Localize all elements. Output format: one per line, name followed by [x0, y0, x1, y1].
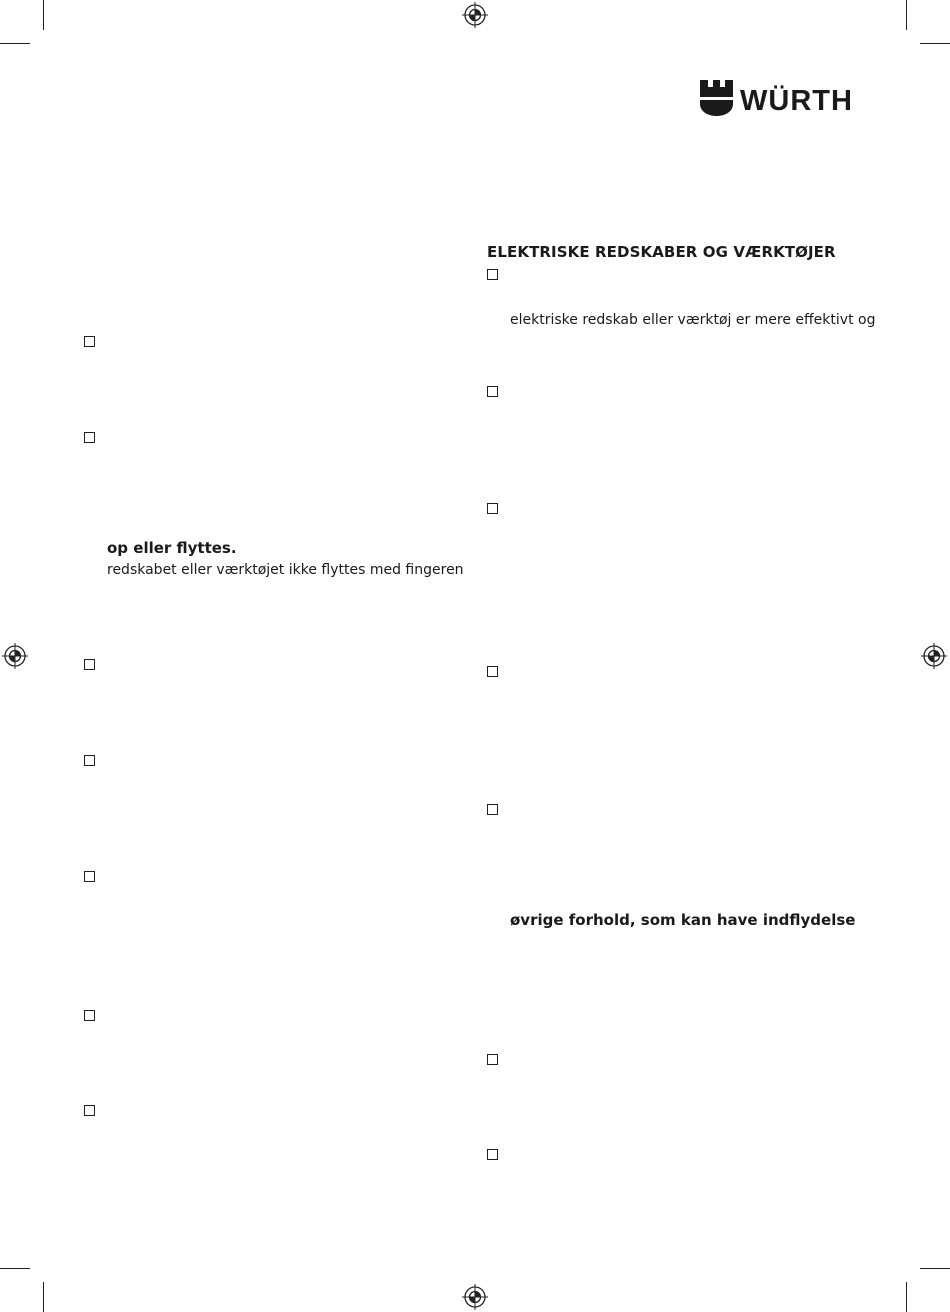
- wurth-tower-logo-icon: [700, 80, 733, 116]
- crop-mark-top-left-horizontal: [0, 43, 30, 44]
- crop-mark-top-right-vertical: [906, 0, 907, 30]
- checkbox-bullet: [84, 871, 95, 882]
- wurth-logo: [700, 80, 868, 118]
- crop-mark-bottom-right-vertical: [906, 1282, 907, 1312]
- right-body-line: elektriske redskab eller værktøj er mere effektivt og: [510, 312, 876, 328]
- registration-mark-icon: [921, 643, 947, 669]
- checkbox-bullet: [84, 432, 95, 443]
- registration-mark-icon: [462, 2, 488, 28]
- checkbox-bullet: [487, 386, 498, 397]
- checkbox-bullet: [84, 1010, 95, 1021]
- left-body-line: redskabet eller værktøjet ikke flyttes med fingeren: [107, 562, 464, 578]
- checkbox-bullet: [84, 755, 95, 766]
- checkbox-bullet: [84, 336, 95, 347]
- right-bold-line: øvrige forhold, som kan have indflydelse: [510, 911, 856, 929]
- section-heading: ELEKTRISKE REDSKABER OG VÆRKTØJER: [487, 243, 836, 261]
- registration-mark-icon: [462, 1284, 488, 1310]
- crop-mark-top-right-horizontal: [920, 43, 950, 44]
- crop-mark-bottom-left-horizontal: [0, 1268, 30, 1269]
- checkbox-bullet: [487, 666, 498, 677]
- checkbox-bullet: [487, 1149, 498, 1160]
- left-bold-line: op eller flyttes.: [107, 539, 237, 557]
- crop-mark-bottom-left-vertical: [43, 1282, 44, 1312]
- registration-mark-icon: [2, 643, 28, 669]
- checkbox-bullet: [487, 269, 498, 280]
- checkbox-bullet: [487, 804, 498, 815]
- checkbox-bullet: [487, 503, 498, 514]
- checkbox-bullet: [487, 1054, 498, 1065]
- crop-mark-top-left-vertical: [43, 0, 44, 30]
- svg-text:WÜRTH: WÜRTH: [740, 85, 853, 117]
- checkbox-bullet: [84, 659, 95, 670]
- crop-mark-bottom-right-horizontal: [920, 1268, 950, 1269]
- checkbox-bullet: [84, 1105, 95, 1116]
